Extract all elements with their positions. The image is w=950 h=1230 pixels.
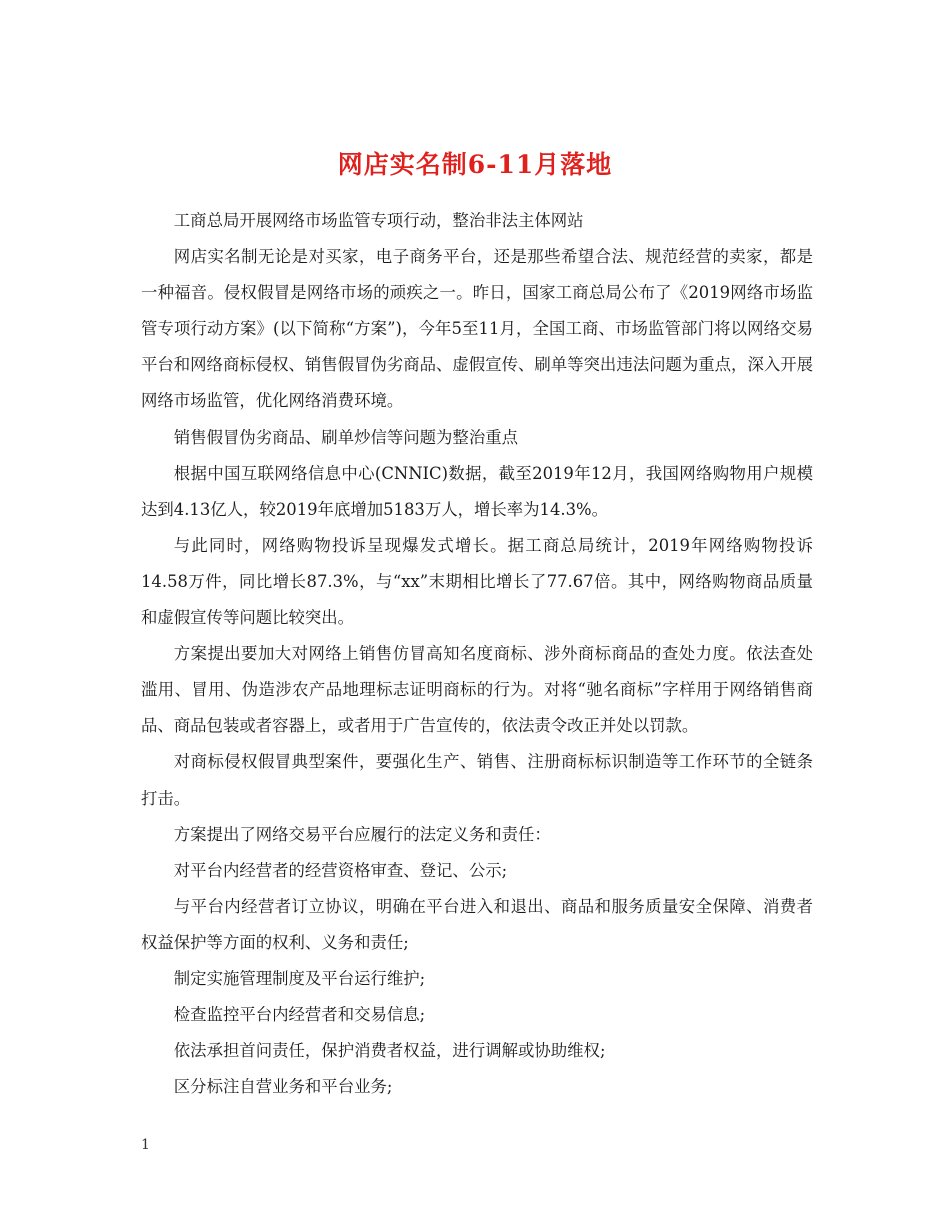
paragraph: 根据中国互联网络信息中心(CNNIC)数据，截至2019年12月，我国网络购物用户规模达到4.13亿人，较2019年底增加5183万人，增长率为14.3%。 (141, 463, 813, 519)
paragraph: 销售假冒伪劣商品、刷单炒信等问题为整治重点 (173, 427, 518, 447)
paragraph: 方案提出了网络交易平台应履行的法定义务和责任： (173, 824, 551, 844)
paragraph: 检查监控平台内经营者和交易信息; (173, 1005, 426, 1025)
paragraph: 与平台内经营者订立协议，明确在平台进入和退出、商品和服务质量安全保障、消费者权益保护等方面的权利、义务和责任; (141, 896, 813, 952)
paragraph: 依法承担首问责任，保护消费者权益，进行调解或协助维权; (173, 1041, 606, 1061)
document-body (141, 203, 813, 1105)
page-number: 1 (141, 1137, 150, 1153)
paragraph: 方案提出要加大对网络上销售仿冒高知名度商标、涉外商标商品的查处力度。依法查处滥用、冒用、伪造涉农产品地理标志证明商标的行为。对将“驰名商标”字样用于网络销售商品、商品包装或者容器上，或者用于广告宣传的，依法责令改正并处以罚款。 (141, 644, 813, 736)
paragraph: 工商总局开展网络市场监管专项行动，整治非法主体网站 (173, 211, 584, 230)
paragraph: 对商标侵权假冒典型案件，要强化生产、销售、注册商标标识制造等工作环节的全链条打击。 (141, 752, 813, 808)
paragraph: 区分标注自营业务和平台业务; (173, 1077, 393, 1097)
paragraph: 与此同时，网络购物投诉呈现爆发式增长。据工商总局统计，2019年网络购物投诉14.58万件，同比增长87.3%，与“xx”末期相比增长了77.67倍。其中，网络购物商品质量和虚假宣传等问题比较突出。 (141, 535, 813, 628)
document-title: 网店实名制6-11月落地 (337, 149, 613, 179)
paragraph: 制定实施管理制度及平台运行维护; (173, 968, 426, 988)
paragraph: 对平台内经营者的经营资格审查、登记、公示; (173, 860, 508, 880)
paragraph: 网店实名制无论是对买家，电子商务平台，还是那些希望合法、规范经营的卖家，都是一种福音。侵权假冒是网络市场的顽疾之一。昨日，国家工商总局公布了《2019网络市场监管专项行动方案》(以下简称“方案”)，今年5至11月，全国工商、市场监管部门将以网络交易平台和网络商标侵权、销售假冒伪劣商品、虚假宣传、刷单等突出违法问题为重点，深入开展网络市场监管，优化网络消费环境。 (141, 247, 814, 411)
